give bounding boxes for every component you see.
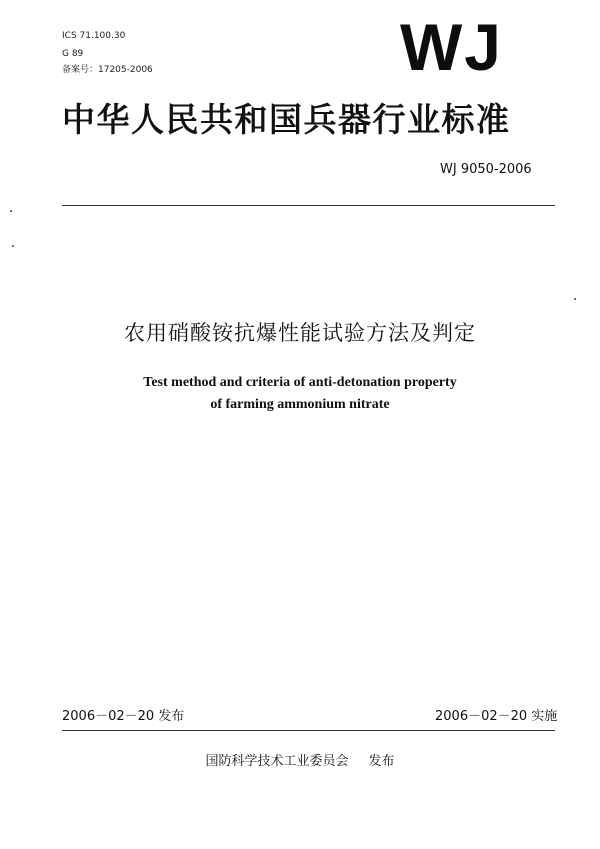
wj-logo: WJ	[400, 10, 503, 84]
scan-speck	[574, 298, 576, 300]
filing-number: 备案号：17205-2006	[62, 65, 153, 75]
top-divider	[62, 205, 555, 206]
title-chinese: 农用硝酸铵抗爆性能试验方法及判定	[124, 321, 476, 345]
title-english-line-1: Test method and criteria of anti-detonation property	[143, 375, 457, 390]
ccs-code: G 89	[62, 49, 84, 59]
effective-date: 2006－02－20 实施	[435, 709, 558, 724]
standard-category: 中华人民共和国兵器行业标准	[62, 100, 511, 139]
issuer-name: 国防科学技术工业委员会	[205, 754, 349, 769]
bottom-divider	[62, 730, 555, 731]
issuer-action: 发布	[368, 754, 395, 769]
standard-number: WJ 9050-2006	[440, 162, 532, 177]
issue-date: 2006－02－20 发布	[62, 709, 185, 724]
issuer-line	[0, 750, 600, 769]
scan-speck	[12, 245, 14, 247]
ics-code: ICS 71.100.30	[62, 31, 126, 41]
title-english-line-2: of farming ammonium nitrate	[210, 397, 390, 412]
scan-speck	[10, 210, 12, 212]
